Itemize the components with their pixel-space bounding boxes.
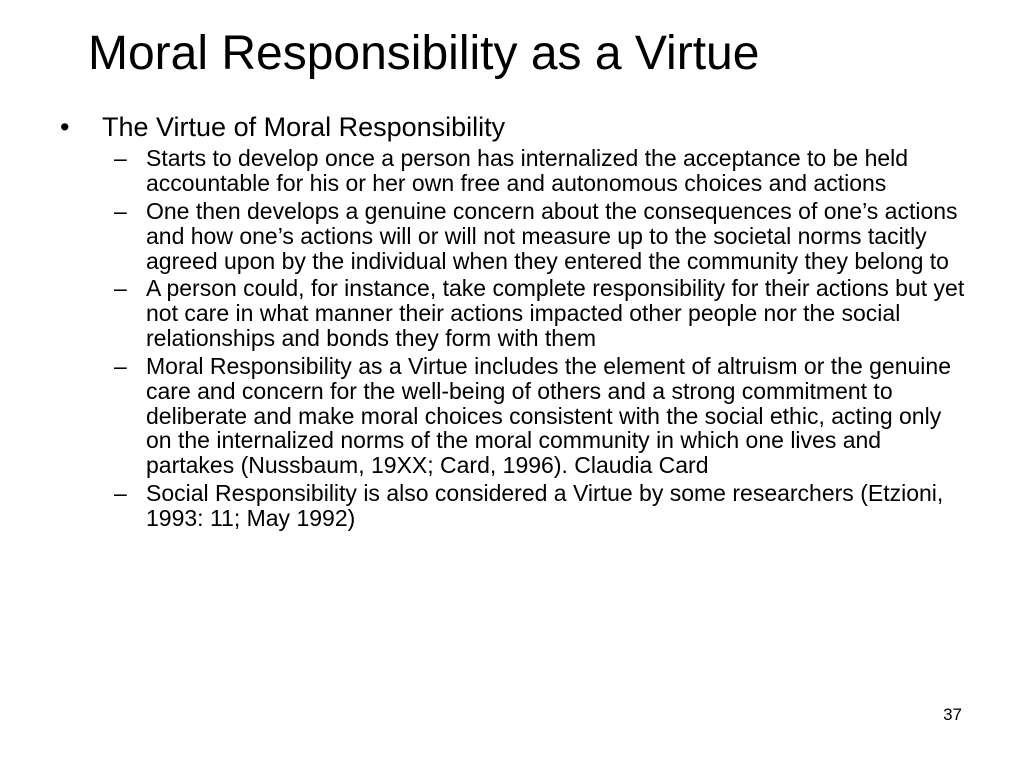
slide-body — [60, 112, 970, 534]
page-number: 37 — [943, 705, 962, 724]
dash-marker: – — [114, 145, 127, 172]
dash-marker: – — [114, 197, 127, 224]
sub-bullet-item — [60, 199, 970, 273]
sub-bullet-text: Moral Responsibility as a Virtue includes the element of altruism or the genuine care and concern for the well-being of others and a strong commitment to deliberate and make moral choices consistent with the social ethic, acting only on the internalized norms of the moral community in which one lives and partakes (Nussbaum, 19XX; Card, 1996). Claudia Card — [146, 352, 951, 479]
sub-bullet-item — [60, 481, 970, 531]
sub-bullet-text: Starts to develop once a person has internalized the acceptance to be held accountable for his or her own free and autonomous choices and actions — [146, 145, 909, 197]
sub-bullet-item — [60, 354, 970, 478]
sub-bullet-text: A person could, for instance, take complete responsibility for their actions but yet not care in what manner their actions impacted other people nor the social relationships and bonds they form with them — [146, 275, 965, 352]
slide-title: Moral Responsibility as a Virtue — [88, 27, 760, 80]
main-bullet-text: The Virtue of Moral Responsibility — [102, 112, 506, 142]
sub-bullet-item — [60, 146, 970, 196]
dash-marker: – — [114, 352, 127, 379]
bullet-marker: • — [60, 112, 70, 142]
sub-bullet-text: One then develops a genuine concern about the consequences of one’s actions and how one’s actions will or will not measure up to the societal norms tacitly agreed upon by the individual when they entered the community they belong to — [146, 197, 958, 274]
sub-bullet-text: Social Responsibility is also considered a Virtue by some researchers (Etzioni, 1993: 11; May 1992) — [146, 480, 944, 531]
main-bullet — [60, 112, 970, 142]
sub-bullet-list — [60, 146, 970, 530]
sub-bullet-item — [60, 276, 970, 350]
dash-marker: – — [114, 480, 127, 506]
dash-marker: – — [114, 275, 127, 302]
